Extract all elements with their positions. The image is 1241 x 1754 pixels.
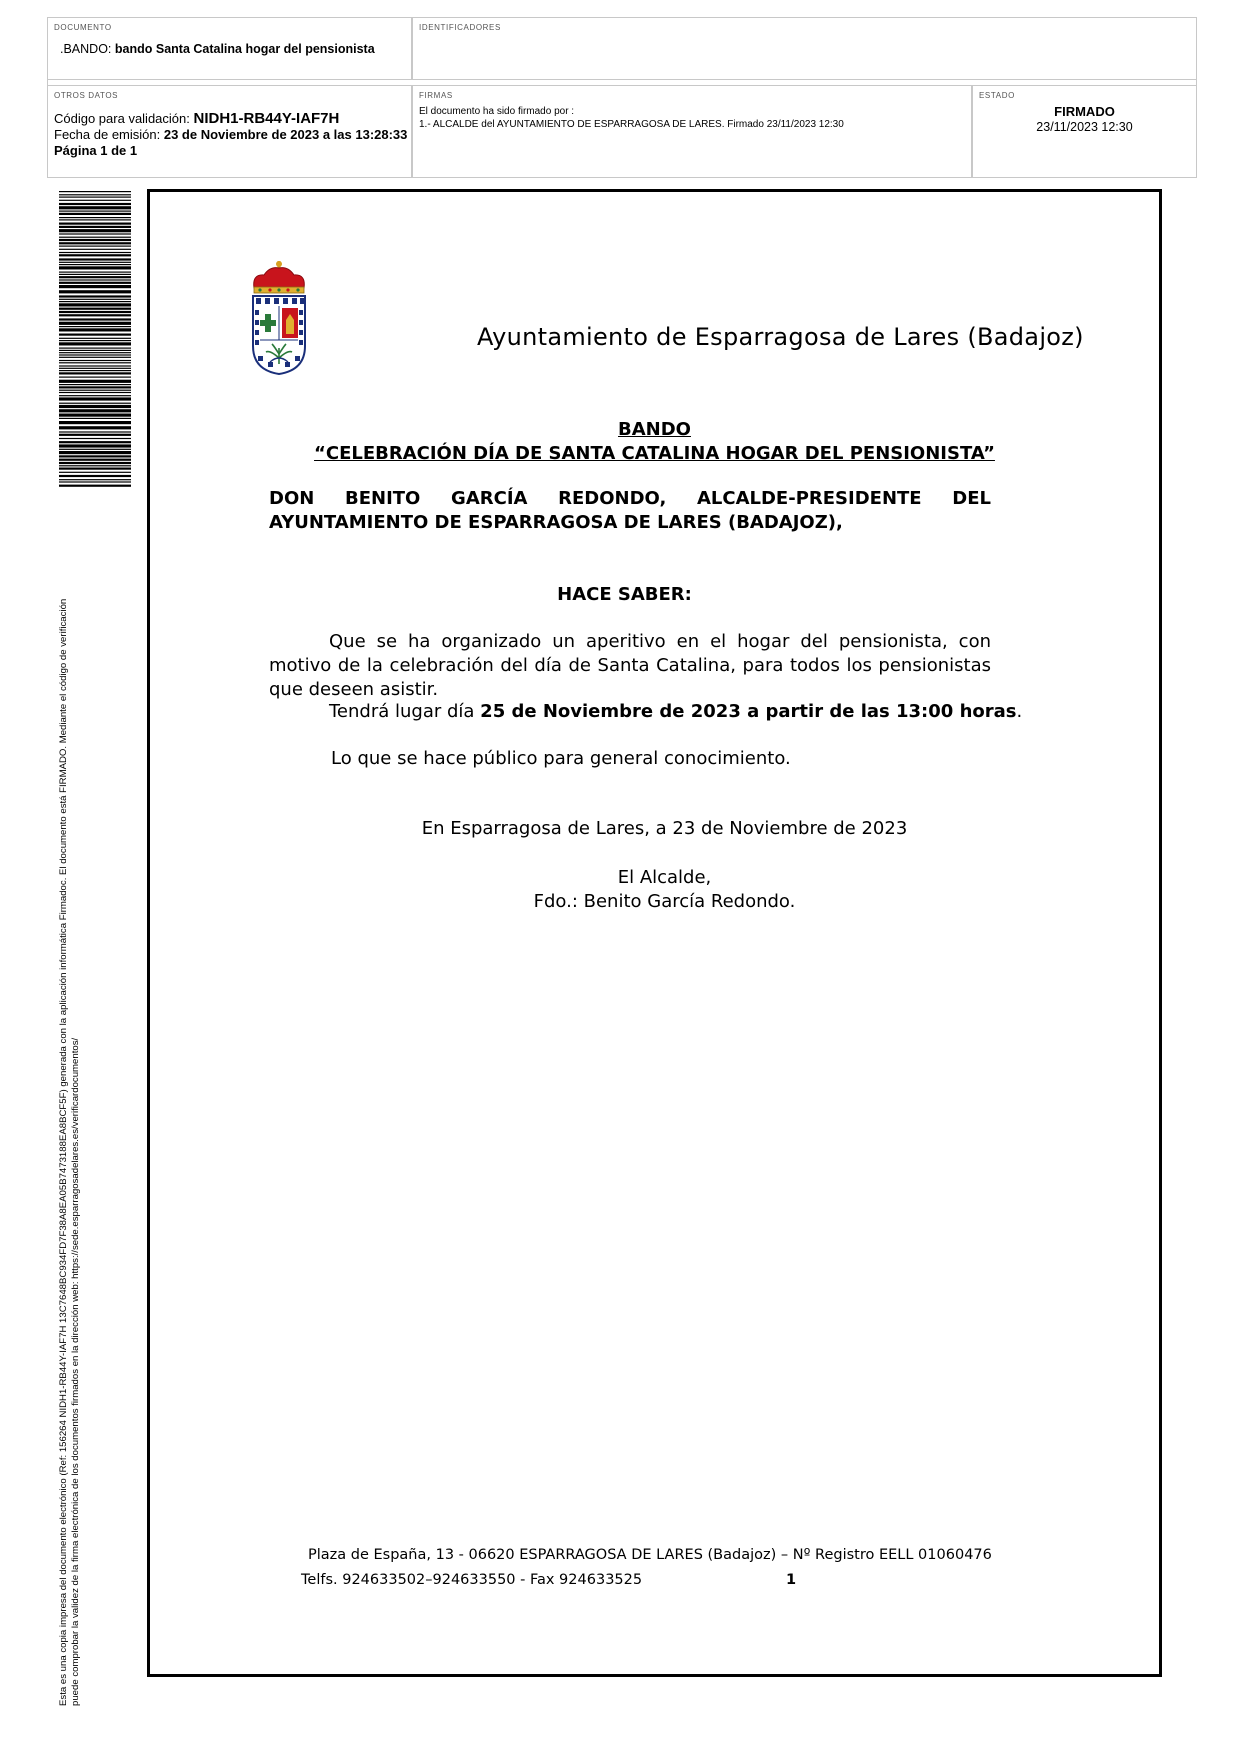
event-date-paragraph: Tendrá lugar día 25 de Noviembre de 2023 a partir de las 13:00 horas. bbox=[329, 701, 1023, 722]
validation-code: NIDH1-RB44Y-IAF7H bbox=[193, 110, 340, 127]
emission-date: 23 de Noviembre de 2023 a las 13:28:33 bbox=[163, 127, 408, 142]
estado-caption: ESTADO bbox=[979, 91, 1015, 100]
bando-heading: BANDO “CELEBRACIÓN DÍA DE SANTA CATALINA HOGAR DEL PENSIONISTA” bbox=[314, 419, 995, 464]
footer-phones: Telfs. 924633502–924633550 - Fax 924633525 bbox=[301, 1572, 643, 1588]
ayuntamiento-heading: Ayuntamiento de Esparragosa de Lares (Badajoz) bbox=[477, 323, 1084, 351]
letter-page bbox=[147, 189, 1162, 1677]
firmas-caption: FIRMAS bbox=[419, 91, 453, 100]
identificadores-cell bbox=[412, 18, 1196, 80]
otros-datos-cell bbox=[48, 85, 412, 178]
estado-cell bbox=[972, 85, 1196, 178]
issuer-word: DON bbox=[269, 488, 315, 509]
footer-address: Plaza de España, 13 - 06620 ESPARRAGOSA DE LARES (Badajoz) – Nº Registro EELL 01060476 bbox=[308, 1547, 992, 1563]
firmas-cell bbox=[412, 85, 972, 178]
document-header bbox=[47, 17, 1197, 178]
coat-of-arms-icon bbox=[248, 258, 310, 376]
verification-side-note: Esta es una copia impresa del documento electrónico (Ref: 156264 NIDH1-RB44Y-IAF7H 13C7648BC934FD7F38A8EA05B7473188EA8BCF5F) generada con la aplicación informática Firmadoc. El documento está FIRMADO. Mediante el código de verificación puede comprobar la validez de la firma electrónica de los documentos firmados en la dirección web: https://sede.esparragosadelares.es/verificardocumentos/ bbox=[58, 598, 81, 1706]
signer-title: El Alcalde, bbox=[617, 867, 712, 888]
documento-cell bbox=[48, 18, 412, 80]
issuer-word: DEL bbox=[952, 488, 991, 509]
firmas-content: El documento ha sido firmado por : 1.- ALCALDE del AYUNTAMIENTO DE ESPARRAGOSA DE LARES. Firmado 23/11/2023 12:30 bbox=[419, 106, 844, 130]
document-title: .BANDO: bando Santa Catalina hogar del pensionista bbox=[60, 42, 375, 56]
identificadores-caption: IDENTIFICADORES bbox=[419, 23, 501, 32]
public-notice-paragraph: Lo que se hace público para general conocimiento. bbox=[331, 748, 791, 769]
issuer-word: GARCÍA bbox=[451, 488, 528, 509]
documento-caption: DOCUMENTO bbox=[54, 23, 112, 32]
page-number: 1 bbox=[786, 1572, 797, 1588]
page-count: Página 1 de 1 bbox=[54, 143, 138, 158]
issuer-block: DON BENITO GARCÍA REDONDO, ALCALDE-PRESIDENTE DEL AYUNTAMIENTO DE ESPARRAGOSA DE LARES (BADAJOZ), bbox=[269, 488, 991, 533]
otros-datos-content: Código para validación: NIDH1-RB44Y-IAF7H Fecha de emisión: 23 de Noviembre de 2023 a las 13:28:33 Página 1 de 1 bbox=[54, 110, 408, 158]
otros-datos-caption: OTROS DATOS bbox=[54, 91, 119, 100]
issuer-word: BENITO bbox=[345, 488, 421, 509]
verification-barcode bbox=[59, 191, 131, 489]
estado-content bbox=[973, 104, 1196, 135]
issuer-word: ALCALDE-PRESIDENTE bbox=[696, 488, 922, 509]
status-date: 23/11/2023 12:30 bbox=[1036, 120, 1133, 134]
announcement-paragraph: Que se ha organizado un aperitivo en el hogar del pensionista, con motivo de la celebración del día de Santa Catalina, para todos los pensionistas que deseen asistir. bbox=[269, 631, 991, 700]
place-date: En Esparragosa de Lares, a 23 de Noviembre de 2023 bbox=[421, 818, 908, 839]
issuer-word: REDONDO, bbox=[558, 488, 667, 509]
signer-name: Fdo.: Benito García Redondo. bbox=[533, 891, 796, 912]
hace-saber-heading: HACE SABER: bbox=[557, 584, 692, 605]
status-badge: FIRMADO bbox=[1054, 104, 1115, 119]
